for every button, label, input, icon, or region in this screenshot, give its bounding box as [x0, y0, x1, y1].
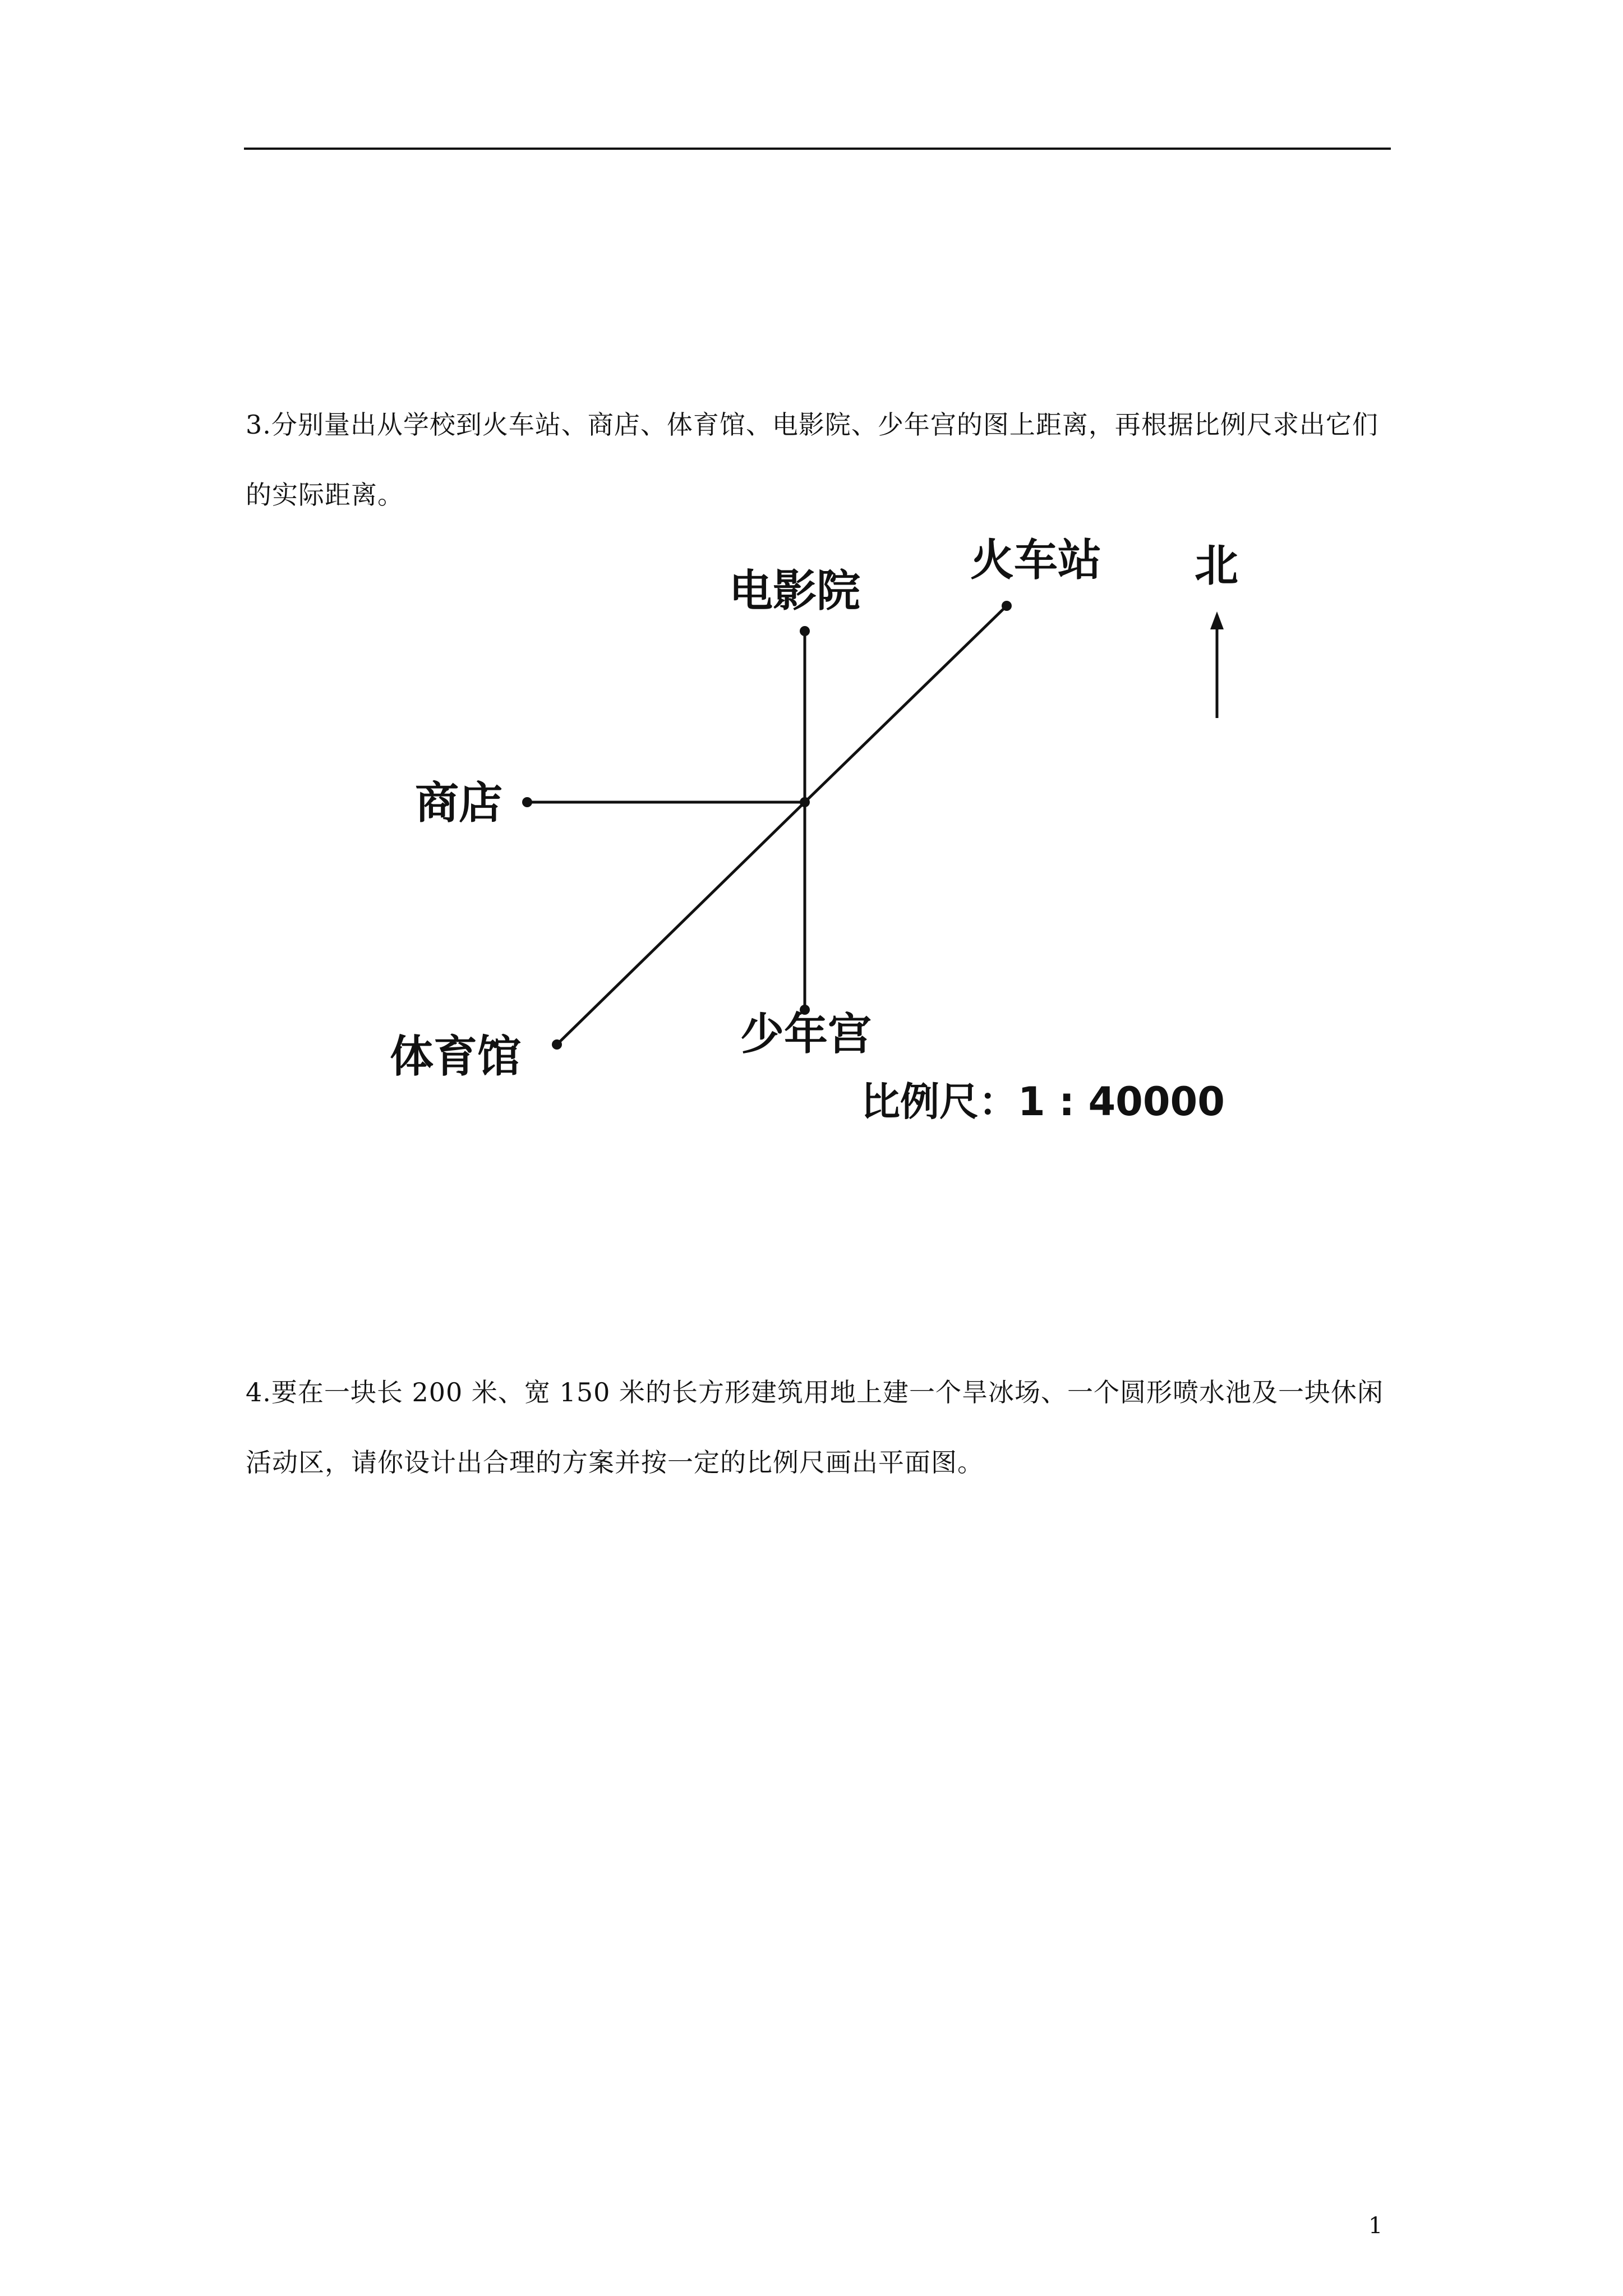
- scale-label: 比例尺：1 : 40000: [861, 1079, 1225, 1125]
- question-4-text: 4.要在一块长 200 米、宽 150 米的长方形建筑用地上建一个旱冰场、一个圆形喷水池及一块休闲活动区，请你设计出合理的方案并按一定的比例尺画出平面图。: [246, 1377, 1384, 1478]
- cinema-label: 电影院: [729, 566, 861, 616]
- youth-palace-label: 少年宫: [740, 1009, 872, 1060]
- school-location-map: [348, 527, 1301, 1161]
- route-school-to-gymnasium: [557, 802, 805, 1045]
- shop-label: 商店: [415, 778, 503, 829]
- railway-station-label: 火车站: [970, 535, 1102, 586]
- north-label: 北: [1195, 541, 1239, 591]
- header-rule: [244, 148, 1391, 150]
- question-3-text: 3.分别量出从学校到火车站、商店、体育馆、电影院、少年宫的图上距离，再根据比例尺求出它们的实际距离。: [246, 409, 1378, 510]
- gymnasium-label: 体育馆: [390, 1032, 522, 1082]
- north-arrow-icon: [1210, 611, 1224, 629]
- cinema-point: [800, 626, 810, 636]
- shop-point: [522, 797, 532, 807]
- gymnasium-point: [552, 1039, 562, 1050]
- school-point: [800, 797, 810, 807]
- railway-station-point: [1002, 601, 1012, 611]
- route-school-to-railway-station: [805, 606, 1007, 802]
- page-number: 1: [1368, 2213, 1383, 2239]
